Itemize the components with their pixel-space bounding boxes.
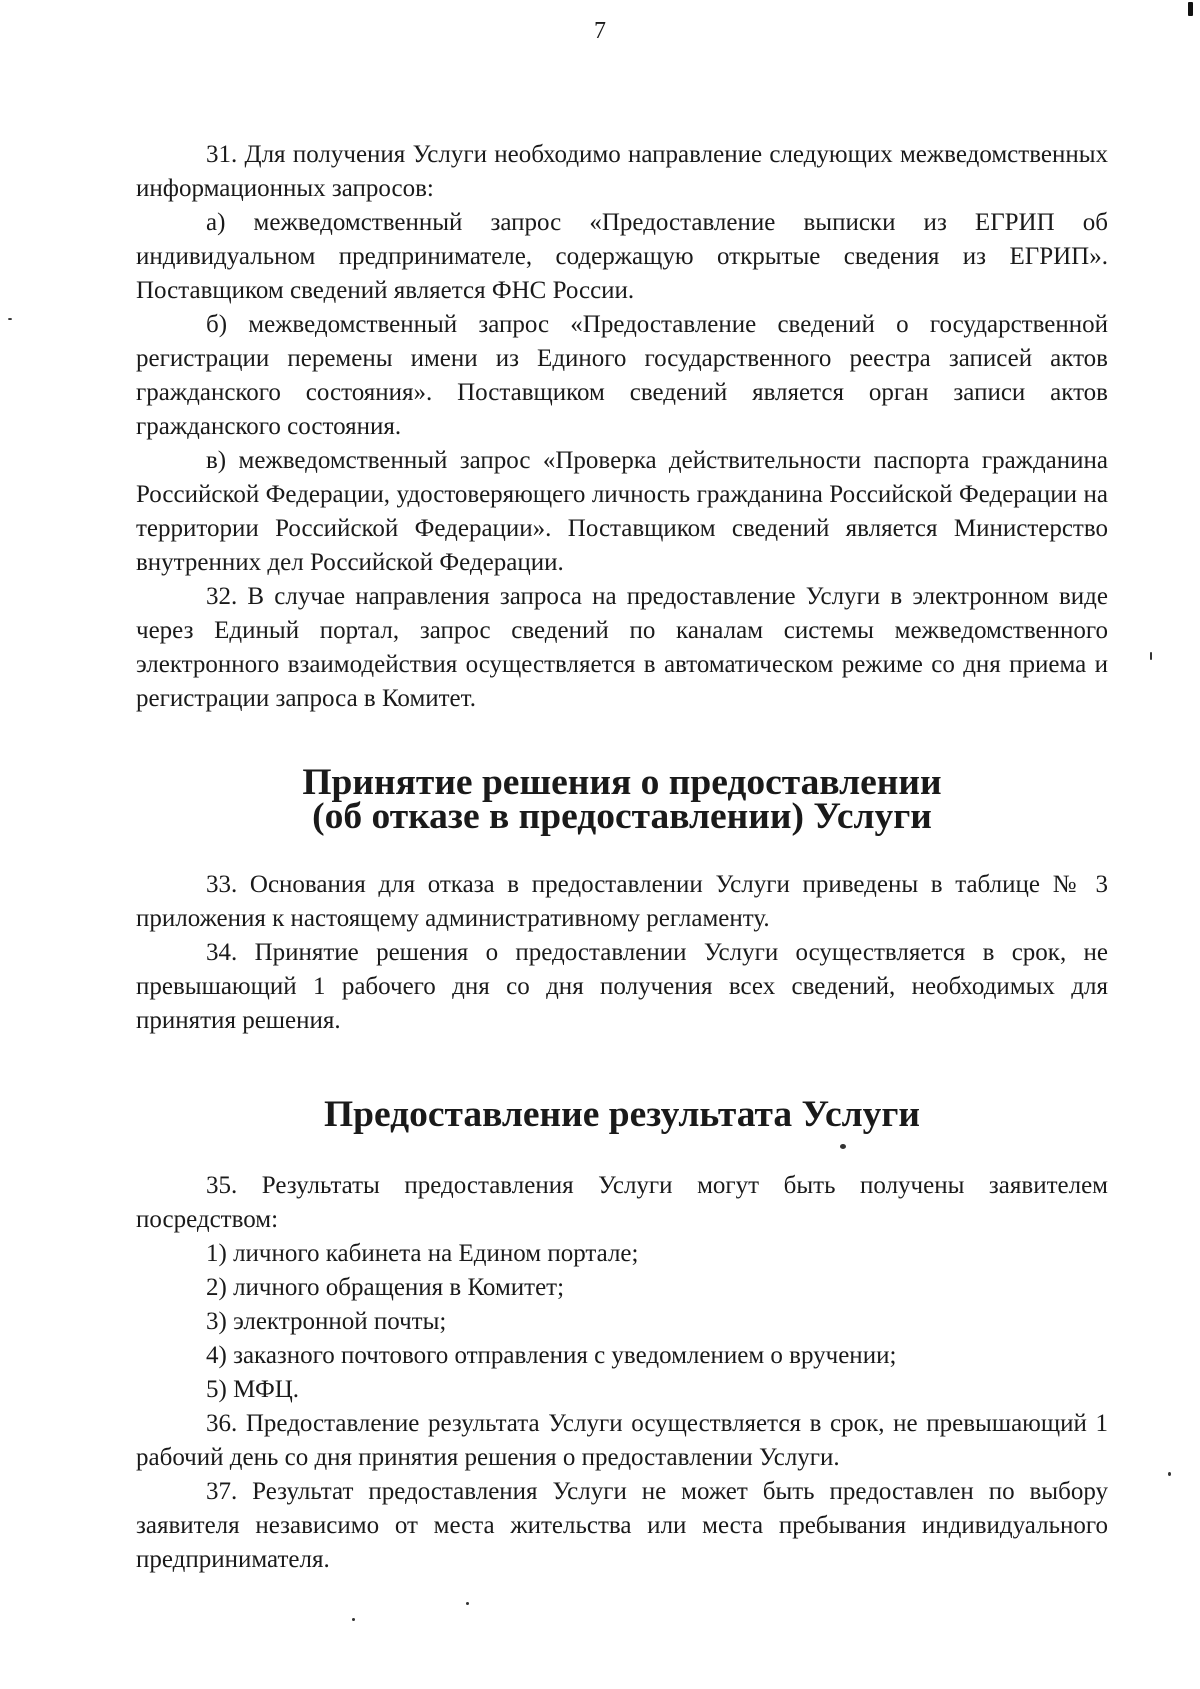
paragraph-37: 37. Результат предоставления Услуги не может быть предоставлен по выбору заявителя независимо от места жительства или места пребывания индивидуального предпринимателя. — [136, 1478, 1108, 1573]
spacer — [136, 834, 1108, 868]
spacer — [136, 1132, 1108, 1169]
page-number: 7 — [594, 18, 606, 44]
list-item: 4) заказного почтового отправления с уведомлением о вручении; — [206, 1342, 897, 1369]
list-item: 1) личного кабинета на Едином портале; — [206, 1240, 639, 1267]
scan-speck — [466, 1602, 469, 1605]
list-item: 3) электронной почты; — [206, 1308, 447, 1335]
paragraph-36: 36. Предоставление результата Услуги осуществляется в срок, не превышающий 1 рабочий день со дня принятия решения о предоставлении Услуги. — [136, 1410, 1108, 1471]
scan-speck — [1188, 2, 1193, 16]
spacer — [136, 1038, 1108, 1098]
spacer — [136, 716, 1108, 766]
section-heading-result: Предоставление результата Услуги — [323, 1094, 921, 1135]
paragraph-35: 35. Результаты предоставления Услуги могут быть получены заявителем посредством: — [136, 1172, 1108, 1233]
section-heading-decision — [136, 762, 1108, 837]
scan-speck — [8, 318, 12, 320]
scan-speck — [840, 1144, 846, 1149]
paragraph-31b: б) межведомственный запрос «Предоставление сведений о государственной регистрации перемены имени из Единого государственного реестра записей актов гражданского состояния». Поставщиком сведений является орган записи актов гражданского состояния. — [136, 311, 1108, 440]
heading-line: Принятие решения о предоставлении — [302, 762, 942, 803]
list-item: 5) МФЦ. — [206, 1376, 300, 1403]
scan-speck — [1168, 1472, 1171, 1476]
scan-speck — [352, 1618, 355, 1621]
list-item: 2) личного обращения в Комитет; — [206, 1274, 565, 1301]
paragraph-31: 31. Для получения Услуги необходимо направление следующих межведомственных информационных запросов: — [136, 141, 1108, 202]
paragraph-31a: а) межведомственный запрос «Предоставление выписки из ЕГРИП об индивидуальном предпринимателе, содержащую открытые сведения из ЕГРИП». Поставщиком сведений является ФНС России. — [136, 209, 1108, 304]
paragraph-32: 32. В случае направления запроса на предоставление Услуги в электронном виде через Единый портал, запрос сведений по каналам системы межведомственного электронного взаимодействия осуществляется в автоматическом режиме со дня приема и регистрации запроса в Комитет. — [136, 583, 1108, 712]
scan-speck — [1150, 652, 1152, 660]
paragraph-34: 34. Принятие решения о предоставлении Услуги осуществляется в срок, не превышающий 1 рабочего дня со дня получения всех сведений, необходимых для принятия решения. — [136, 939, 1108, 1034]
paragraph-33: 33. Основания для отказа в предоставлении Услуги приведены в таблице № 3 приложения к настоящему административному регламенту. — [136, 871, 1108, 932]
heading-line: (об отказе в предоставлении) Услуги — [312, 796, 932, 837]
paragraph-31c: в) межведомственный запрос «Проверка действительности паспорта гражданина Российской Федерации, удостоверяющего личность гражданина Российской Федерации на территории Российской Федерации». Поставщиком сведений является Министерство внутренних дел Российской Федерации. — [136, 447, 1108, 576]
document-body — [136, 138, 1108, 1577]
